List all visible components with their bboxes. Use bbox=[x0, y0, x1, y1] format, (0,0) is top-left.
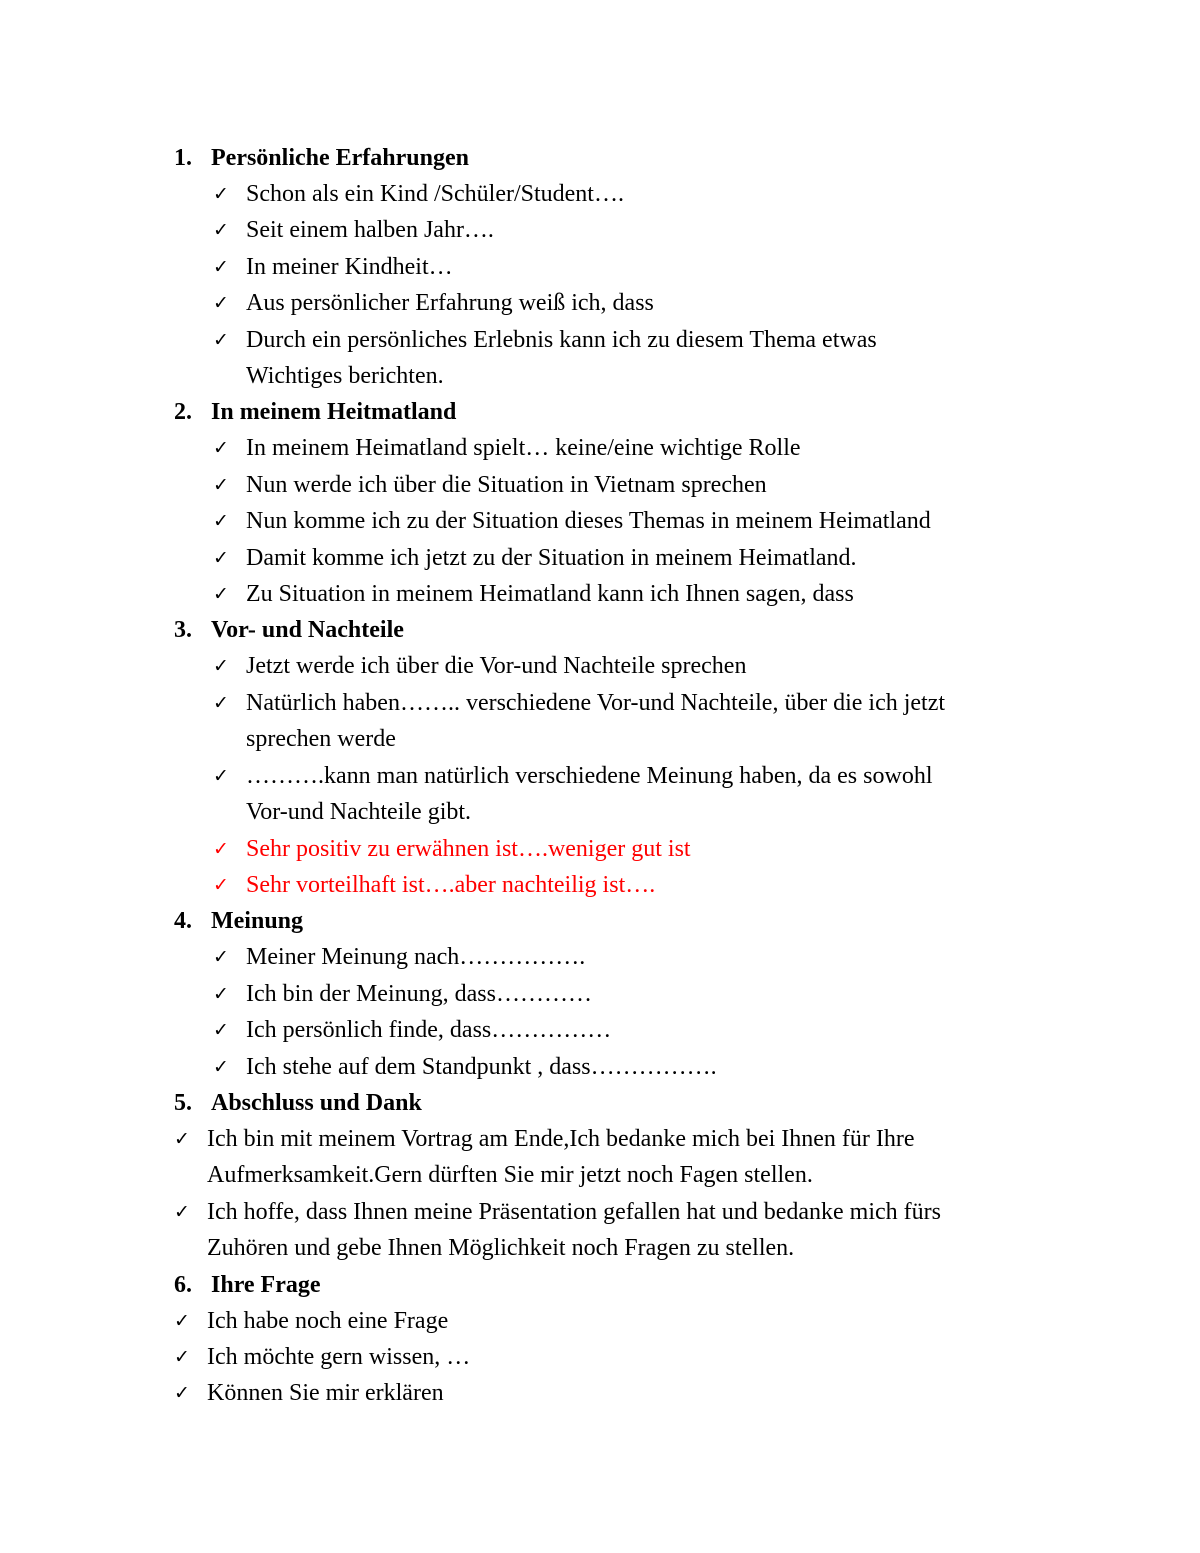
section-number: 3. bbox=[174, 617, 192, 644]
checklist-item-continuation bbox=[174, 358, 1074, 394]
section-heading bbox=[174, 903, 1074, 939]
checklist-item-text: Vor-und Nachteile gibt. bbox=[246, 799, 472, 826]
checklist-item-text: Sehr vorteilhaft ist….aber nachteilig ist…. bbox=[246, 871, 656, 898]
section-title: In meinem Heitmatland bbox=[211, 399, 457, 426]
checklist-item-text: Jetzt werde ich über die Vor-und Nachteile sprechen bbox=[246, 653, 747, 680]
check-icon bbox=[174, 1230, 207, 1266]
checklist-item bbox=[174, 212, 1074, 248]
section-heading bbox=[174, 140, 1074, 176]
check-icon: ✓ bbox=[213, 982, 229, 1005]
section-title: Vor- und Nachteile bbox=[211, 617, 404, 644]
checklist-item bbox=[174, 322, 1074, 358]
check-icon: ✓ bbox=[174, 1200, 190, 1223]
checklist-item-text: Aufmerksamkeit.Gern dürften Sie mir jetzt noch Fagen stellen. bbox=[207, 1162, 813, 1189]
checklist-item-text: Ich hoffe, dass Ihnen meine Präsentation gefallen hat und bedanke mich fürs bbox=[207, 1198, 941, 1225]
document-content bbox=[174, 140, 1074, 1412]
checklist-item-text: Meiner Meinung nach……………. bbox=[246, 944, 586, 971]
checklist-item-text: In meinem Heimatland spielt… keine/eine wichtige Rolle bbox=[246, 435, 801, 462]
checklist-item-continuation bbox=[174, 794, 1074, 830]
checklist-item bbox=[174, 285, 1074, 321]
checklist-item bbox=[174, 430, 1074, 466]
check-icon: ✓ bbox=[174, 1345, 190, 1368]
check-icon: ✓ bbox=[213, 1055, 229, 1078]
section-title: Ihre Frage bbox=[211, 1271, 321, 1298]
checklist-item-text: Aus persönlicher Erfahrung weiß ich, dass bbox=[246, 290, 654, 317]
checklist-item bbox=[174, 867, 1074, 903]
checklist-item-text: In meiner Kindheit… bbox=[246, 253, 453, 280]
checklist-item-text: Ich stehe auf dem Standpunkt , dass……………. bbox=[246, 1053, 717, 1080]
checklist-item bbox=[174, 976, 1074, 1012]
checklist-item bbox=[174, 576, 1074, 612]
checklist-item bbox=[174, 1303, 1074, 1339]
checklist-item-text: Sehr positiv zu erwähnen ist….weniger gut ist bbox=[246, 835, 691, 862]
checklist-item bbox=[174, 758, 1074, 794]
checklist-item bbox=[174, 939, 1074, 975]
checklist-item bbox=[174, 831, 1074, 867]
checklist-item bbox=[174, 503, 1074, 539]
check-icon: ✓ bbox=[213, 255, 229, 278]
checklist-item bbox=[174, 540, 1074, 576]
checklist-item-continuation bbox=[174, 721, 1074, 757]
checklist-item-text: Ich möchte gern wissen, … bbox=[207, 1343, 471, 1370]
checklist-item-text: Ich habe noch eine Frage bbox=[207, 1307, 449, 1334]
check-icon: ✓ bbox=[213, 183, 229, 205]
section-number: 2. bbox=[174, 399, 192, 426]
check-icon: ✓ bbox=[213, 437, 229, 460]
check-icon: ✓ bbox=[213, 328, 229, 351]
check-icon: ✓ bbox=[174, 1382, 190, 1405]
checklist-item-text: Zu Situation in meinem Heimatland kann ich Ihnen sagen, dass bbox=[246, 581, 854, 608]
section-heading bbox=[174, 394, 1074, 430]
check-icon: ✓ bbox=[213, 583, 229, 606]
check-icon: ✓ bbox=[213, 546, 229, 569]
checklist-item-text: Schon als ein Kind /Schüler/Student…. bbox=[246, 181, 624, 207]
check-icon: ✓ bbox=[213, 1019, 229, 1042]
checklist-item-text: Durch ein persönliches Erlebnis kann ich zu diesem Thema etwas bbox=[246, 326, 877, 353]
check-icon bbox=[213, 794, 246, 830]
checklist-item-continuation bbox=[174, 1157, 1074, 1193]
checklist-item bbox=[174, 1339, 1074, 1375]
check-icon: ✓ bbox=[213, 655, 229, 678]
checklist-item bbox=[174, 648, 1074, 684]
check-icon bbox=[174, 1157, 207, 1193]
section-number: 5. bbox=[174, 1089, 192, 1116]
checklist-item-text: sprechen werde bbox=[246, 726, 396, 753]
checklist-item bbox=[174, 685, 1074, 721]
checklist-item bbox=[174, 1121, 1074, 1157]
section-heading bbox=[174, 1085, 1074, 1121]
check-icon: ✓ bbox=[174, 1127, 190, 1150]
check-icon bbox=[213, 358, 246, 394]
checklist-item-text: Nun komme ich zu der Situation dieses Themas in meinem Heimatland bbox=[246, 508, 931, 535]
checklist-item bbox=[174, 1012, 1074, 1048]
checklist-item-continuation bbox=[174, 1230, 1074, 1266]
checklist-item bbox=[174, 1375, 1074, 1411]
section-number: 4. bbox=[174, 908, 192, 935]
checklist-item bbox=[174, 1049, 1074, 1085]
section-heading bbox=[174, 612, 1074, 648]
checklist-item-text: Ich persönlich finde, dass…………… bbox=[246, 1017, 612, 1044]
checklist-item-text: Zuhören und gebe Ihnen Möglichkeit noch Fragen zu stellen. bbox=[207, 1235, 795, 1262]
check-icon: ✓ bbox=[213, 691, 229, 714]
check-icon bbox=[213, 721, 246, 757]
section-title: Abschluss und Dank bbox=[211, 1089, 422, 1116]
check-icon: ✓ bbox=[213, 837, 229, 860]
check-icon: ✓ bbox=[213, 510, 229, 533]
check-icon: ✓ bbox=[174, 1309, 190, 1332]
checklist-item-text: ……….kann man natürlich verschiedene Meinung haben, da es sowohl bbox=[246, 762, 933, 789]
checklist-item-text: Wichtiges berichten. bbox=[246, 363, 444, 390]
check-icon: ✓ bbox=[213, 473, 229, 496]
check-icon: ✓ bbox=[213, 764, 229, 787]
checklist-item bbox=[174, 176, 1074, 212]
check-icon: ✓ bbox=[213, 873, 229, 896]
check-icon: ✓ bbox=[213, 292, 229, 315]
checklist-item bbox=[174, 467, 1074, 503]
section-number: 1. bbox=[174, 145, 192, 171]
section-number: 6. bbox=[174, 1271, 192, 1298]
check-icon: ✓ bbox=[213, 946, 229, 969]
checklist-item-text: Können Sie mir erklären bbox=[207, 1380, 444, 1407]
checklist-item-text: Damit komme ich jetzt zu der Situation in meinem Heimatland. bbox=[246, 544, 857, 571]
checklist-item-text: Nun werde ich über die Situation in Vietnam sprechen bbox=[246, 471, 767, 498]
checklist-item-text: Seit einem halben Jahr…. bbox=[246, 217, 494, 244]
check-icon: ✓ bbox=[213, 219, 229, 242]
section-title: Meinung bbox=[211, 908, 304, 935]
section-title: Persönliche Erfahrungen bbox=[211, 145, 469, 171]
checklist-item bbox=[174, 1194, 1074, 1230]
checklist-item-text: Ich bin der Meinung, dass………… bbox=[246, 980, 592, 1007]
checklist-item-text: Ich bin mit meinem Vortrag am Ende,Ich bedanke mich bei Ihnen für Ihre bbox=[207, 1125, 915, 1152]
checklist-item bbox=[174, 249, 1074, 285]
section-heading bbox=[174, 1267, 1074, 1303]
checklist-item-text: Natürlich haben…….. verschiedene Vor-und Nachteile, über die ich jetzt bbox=[246, 689, 946, 716]
